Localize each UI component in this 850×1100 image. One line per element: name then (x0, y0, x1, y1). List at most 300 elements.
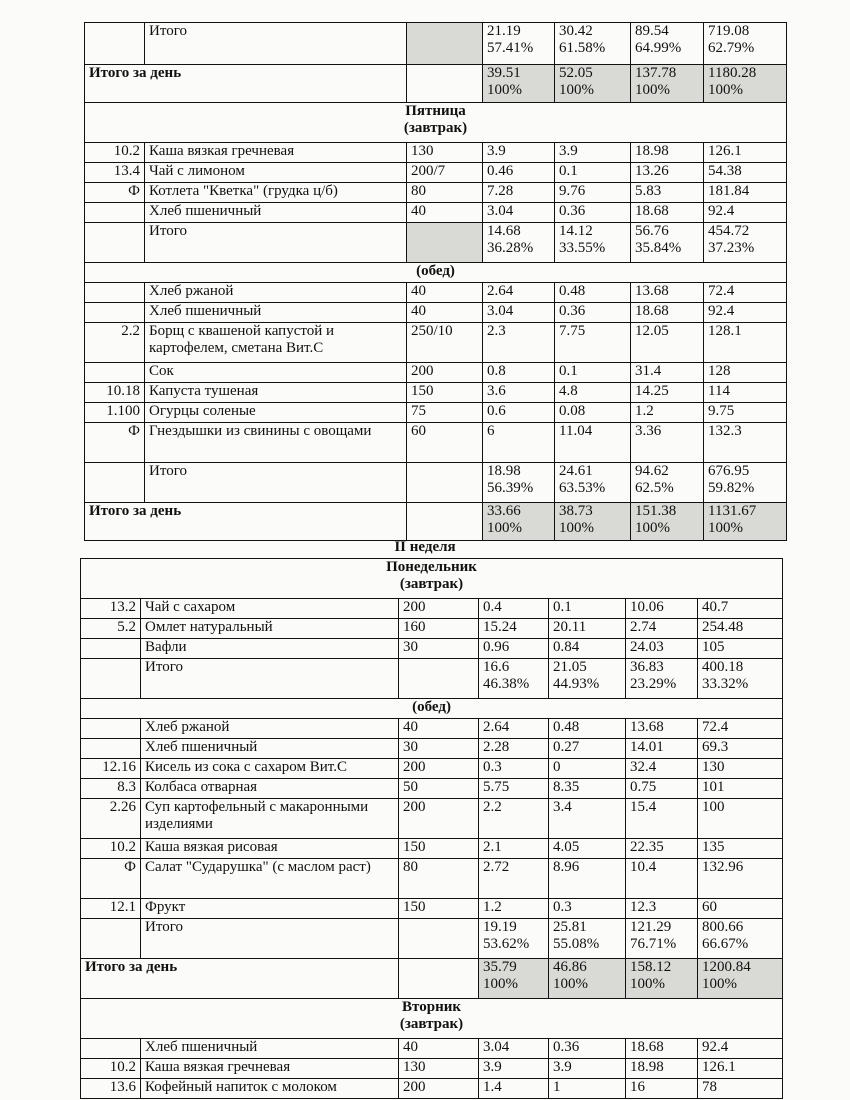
nutrient-cell (479, 839, 549, 859)
table-row (81, 779, 783, 799)
dish-name: Кисель из сока с сахаром Вит.С (141, 759, 399, 779)
nutrient-cell (555, 463, 631, 503)
recipe-code (81, 739, 141, 759)
recipe-code: 13.2 (81, 599, 141, 619)
table-row (81, 1039, 783, 1059)
text-line: 46.86 (553, 959, 587, 975)
section-header (81, 999, 783, 1039)
nutrient-cell (626, 919, 698, 959)
table-row (85, 403, 787, 423)
recipe-code (85, 283, 145, 303)
recipe-code: 10.18 (85, 383, 145, 403)
text-line: 0.1 (559, 163, 578, 179)
nutrient-cell (483, 183, 555, 203)
text-line: 3.9 (487, 143, 506, 159)
text-line: 16.6 (483, 659, 510, 675)
nutrient-cell (698, 839, 783, 859)
table-row (81, 1079, 783, 1099)
text-line: 38.73 (559, 503, 593, 519)
text-line: Понедельник (386, 559, 477, 575)
nutrient-cell (549, 719, 626, 739)
text-line: 1 (553, 1079, 561, 1095)
table-row (81, 739, 783, 759)
weight-cell: 80 (407, 183, 483, 203)
nutrient-cell (704, 423, 787, 463)
text-line: 114 (708, 383, 730, 399)
section-header (85, 103, 787, 143)
nutrient-cell (555, 223, 631, 263)
text-line: 15.4 (630, 799, 657, 815)
text-line: 137.78 (635, 65, 677, 81)
text-line: 0.36 (553, 1039, 580, 1055)
weight-cell: 40 (407, 283, 483, 303)
table-row (85, 203, 787, 223)
section-header (81, 559, 783, 599)
nutrient-cell (626, 659, 698, 699)
text-line: 16 (630, 1079, 645, 1095)
text-line: 100% (708, 520, 743, 536)
weight-cell: 50 (399, 779, 479, 799)
text-line: 33.66 (487, 503, 521, 519)
text-line: 100% (635, 82, 670, 98)
recipe-code: 10.2 (81, 1059, 141, 1079)
text-line: 105 (702, 639, 725, 655)
table-row (81, 719, 783, 739)
day-total-label: Итого за день (85, 65, 407, 103)
text-line: 33.55% (559, 240, 606, 256)
text-line: 18.68 (635, 203, 669, 219)
text-line: 3.04 (483, 1039, 510, 1055)
table-row (85, 363, 787, 383)
week-title: II неделя (394, 539, 456, 555)
table-row (85, 503, 787, 541)
text-line: 128.1 (708, 323, 742, 339)
text-line: 20.11 (553, 619, 587, 635)
nutrient-cell (555, 283, 631, 303)
text-line: 18.68 (630, 1039, 664, 1055)
dish-name: Суп картофельный с макаронными изделиями (141, 799, 399, 839)
text-line: 12.3 (630, 899, 657, 915)
text-line: 2.2 (483, 799, 502, 815)
text-line: 128 (708, 363, 731, 379)
nutrient-cell (626, 599, 698, 619)
text-line: 3.9 (559, 143, 578, 159)
weight-cell (407, 65, 483, 103)
text-line: 3.9 (483, 1059, 502, 1075)
text-line: 181.84 (708, 183, 750, 199)
nutrient-cell (549, 1059, 626, 1079)
weight-cell: 40 (399, 719, 479, 739)
nutrient-cell (483, 503, 555, 541)
dish-name: Каша вязкая рисовая (141, 839, 399, 859)
table-row (81, 919, 783, 959)
text-line: 12.05 (635, 323, 669, 339)
table-row (85, 303, 787, 323)
text-line: 1131.67 (708, 503, 757, 519)
nutrient-cell (631, 223, 704, 263)
nutrient-cell (631, 163, 704, 183)
text-line: 23.29% (630, 676, 677, 692)
text-line: 7.28 (487, 183, 514, 199)
nutrient-cell (698, 779, 783, 799)
text-line: 14.12 (559, 223, 593, 239)
text-line: 30.42 (559, 23, 593, 39)
text-line: 100% (559, 520, 594, 536)
nutrient-cell (479, 1079, 549, 1099)
nutrient-cell (704, 65, 787, 103)
weight-cell: 130 (407, 143, 483, 163)
nutrient-cell (626, 619, 698, 639)
text-line: 14.68 (487, 223, 521, 239)
recipe-code (85, 23, 145, 65)
nutrient-cell (704, 283, 787, 303)
nutrient-cell (479, 959, 549, 999)
text-line: 55.08% (553, 936, 600, 952)
text-line: 18.98 (630, 1059, 664, 1075)
text-line: 0.48 (553, 719, 580, 735)
nutrient-cell (631, 23, 704, 65)
nutrient-cell (698, 1079, 783, 1099)
text-line: 0.48 (559, 283, 586, 299)
text-line: 719.08 (708, 23, 750, 39)
text-line: 2.3 (487, 323, 506, 339)
nutrient-cell (483, 163, 555, 183)
menu-table-week1-friday (84, 22, 787, 541)
nutrient-cell (549, 619, 626, 639)
recipe-code: 8.3 (81, 779, 141, 799)
text-line: (обед) (412, 699, 451, 715)
weight-cell: 60 (407, 423, 483, 463)
nutrient-cell (631, 423, 704, 463)
text-line: 126.1 (708, 143, 742, 159)
nutrient-cell (549, 739, 626, 759)
nutrient-cell (479, 799, 549, 839)
dish-name: Итого (141, 659, 399, 699)
nutrient-cell (631, 65, 704, 103)
text-line: 46.38% (483, 676, 530, 692)
nutrient-cell (626, 959, 698, 999)
weight-cell: 130 (399, 1059, 479, 1079)
nutrient-cell (698, 859, 783, 899)
text-line: 1180.28 (708, 65, 757, 81)
nutrient-cell (698, 719, 783, 739)
text-line: 2.64 (483, 719, 510, 735)
text-line: 1.4 (483, 1079, 502, 1095)
nutrient-cell (704, 463, 787, 503)
nutrient-cell (626, 1059, 698, 1079)
nutrient-cell (555, 23, 631, 65)
text-line: 69.3 (702, 739, 729, 755)
table-row (85, 423, 787, 463)
nutrient-cell (479, 1059, 549, 1079)
dish-name: Хлеб ржаной (141, 719, 399, 739)
dish-name: Хлеб пшеничный (141, 739, 399, 759)
weight-cell: 75 (407, 403, 483, 423)
nutrient-cell (483, 203, 555, 223)
table-row (81, 759, 783, 779)
nutrient-cell (479, 779, 549, 799)
recipe-code (85, 363, 145, 383)
dish-name: Огурцы соленые (145, 403, 407, 423)
weight-cell (407, 223, 483, 263)
text-line: 0.27 (553, 739, 580, 755)
text-line: (завтрак) (399, 1016, 464, 1032)
nutrient-cell (555, 363, 631, 383)
nutrient-cell (479, 859, 549, 899)
text-line: 0.36 (559, 203, 586, 219)
table-row (85, 263, 787, 283)
text-line: 35.84% (635, 240, 682, 256)
nutrient-cell (479, 919, 549, 959)
nutrient-cell (626, 719, 698, 739)
table-row (85, 183, 787, 203)
text-line: 101 (702, 779, 725, 795)
day-total-label: Итого за день (81, 959, 399, 999)
text-line: 53.62% (483, 936, 530, 952)
dish-name: Салат "Сударушка" (с маслом раст) (141, 859, 399, 899)
section-header (85, 263, 787, 283)
weight-cell: 30 (399, 739, 479, 759)
recipe-code (85, 463, 145, 503)
nutrient-cell (698, 959, 783, 999)
text-line: 14.01 (630, 739, 664, 755)
text-line: 40.7 (702, 599, 729, 615)
nutrient-cell (555, 163, 631, 183)
nutrient-cell (698, 759, 783, 779)
weight-cell: 150 (407, 383, 483, 403)
dish-name: Итого (145, 23, 407, 65)
text-line: 0.46 (487, 163, 514, 179)
text-line: 9.76 (559, 183, 586, 199)
nutrient-cell (626, 779, 698, 799)
table-row (85, 163, 787, 183)
table-row (81, 699, 783, 719)
nutrient-cell (479, 719, 549, 739)
nutrient-cell (626, 799, 698, 839)
table-row (81, 559, 783, 599)
text-line: 21.05 (553, 659, 587, 675)
text-line: 13.68 (630, 719, 664, 735)
text-line: 36.83 (630, 659, 664, 675)
text-line: 13.26 (635, 163, 669, 179)
text-line: 76.71% (630, 936, 677, 952)
text-line: 63.53% (559, 480, 606, 496)
text-line: 3.04 (487, 203, 514, 219)
text-line: 35.79 (483, 959, 517, 975)
text-line: 25.81 (553, 919, 587, 935)
text-line: 22.35 (630, 839, 664, 855)
nutrient-cell (626, 639, 698, 659)
nutrient-cell (631, 403, 704, 423)
nutrient-cell (555, 383, 631, 403)
dish-name: Сок (145, 363, 407, 383)
text-line: 3.36 (635, 423, 662, 439)
weight-cell: 40 (407, 203, 483, 223)
nutrient-cell (483, 323, 555, 363)
dish-name: Чай с лимоном (145, 163, 407, 183)
text-line: 10.4 (630, 859, 657, 875)
nutrient-cell (698, 799, 783, 839)
recipe-code (85, 203, 145, 223)
text-line: 9.75 (708, 403, 735, 419)
nutrient-cell (555, 183, 631, 203)
text-line: 4.8 (559, 383, 578, 399)
dish-name: Омлет натуральный (141, 619, 399, 639)
nutrient-cell (698, 919, 783, 959)
text-line: 0.36 (559, 303, 586, 319)
text-line: 61.58% (559, 40, 606, 56)
text-line: 0.1 (553, 599, 572, 615)
text-line: Пятница (405, 103, 466, 119)
recipe-code: 5.2 (81, 619, 141, 639)
nutrient-cell (698, 739, 783, 759)
day-total-label: Итого за день (85, 503, 407, 541)
nutrient-cell (555, 403, 631, 423)
text-line: 89.54 (635, 23, 669, 39)
text-line: 24.03 (630, 639, 664, 655)
text-line: 3.04 (487, 303, 514, 319)
table-row (85, 143, 787, 163)
text-line: Вторник (402, 999, 461, 1015)
text-line: 676.95 (708, 463, 750, 479)
dish-name: Кофейный напиток с молоком (141, 1079, 399, 1099)
dish-name: Капуста тушеная (145, 383, 407, 403)
text-line: 2.72 (483, 859, 510, 875)
recipe-code: 2.2 (85, 323, 145, 363)
text-line: 64.99% (635, 40, 682, 56)
text-line: 54.38 (708, 163, 742, 179)
nutrient-cell (698, 599, 783, 619)
nutrient-cell (555, 503, 631, 541)
table-row (81, 799, 783, 839)
text-line: 1.2 (483, 899, 502, 915)
nutrient-cell (555, 323, 631, 363)
nutrient-cell (631, 383, 704, 403)
text-line: 254.48 (702, 619, 744, 635)
table-row (81, 899, 783, 919)
nutrient-cell (704, 503, 787, 541)
nutrient-cell (549, 1079, 626, 1099)
text-line: 8.35 (553, 779, 580, 795)
nutrient-cell (483, 303, 555, 323)
text-line: 1200.84 (702, 959, 751, 975)
nutrient-cell (479, 619, 549, 639)
recipe-code (85, 303, 145, 323)
dish-name: Хлеб пшеничный (145, 203, 407, 223)
text-line: 800.66 (702, 919, 744, 935)
nutrient-cell (626, 859, 698, 899)
nutrient-cell (483, 223, 555, 263)
nutrient-cell (555, 65, 631, 103)
text-line: 92.4 (708, 303, 735, 319)
weight-cell: 200 (399, 1079, 479, 1099)
text-line: 8.96 (553, 859, 580, 875)
nutrient-cell (549, 859, 626, 899)
text-line: 0.8 (487, 363, 506, 379)
text-line: 400.18 (702, 659, 744, 675)
table-row (85, 103, 787, 143)
dish-name: Фрукт (141, 899, 399, 919)
recipe-code: 1.100 (85, 403, 145, 423)
nutrient-cell (704, 303, 787, 323)
text-line: 13.68 (635, 283, 669, 299)
text-line: 33.32% (702, 676, 749, 692)
menu-table-week2 (80, 558, 783, 1099)
nutrient-cell (549, 839, 626, 859)
nutrient-cell (479, 739, 549, 759)
dish-name: Итого (141, 919, 399, 959)
nutrient-cell (698, 639, 783, 659)
text-line: 100% (635, 520, 670, 536)
text-line: 72.4 (702, 719, 729, 735)
dish-name: Хлеб ржаной (145, 283, 407, 303)
text-line: 56.76 (635, 223, 669, 239)
nutrient-cell (626, 1039, 698, 1059)
dish-name: Борщ с квашеной капустой и картофелем, сметана Вит.С (145, 323, 407, 363)
dish-name: Колбаса отварная (141, 779, 399, 799)
text-line: 0.75 (630, 779, 657, 795)
text-line: 3.9 (553, 1059, 572, 1075)
nutrient-cell (483, 463, 555, 503)
section-header (81, 699, 783, 719)
nutrient-cell (549, 1039, 626, 1059)
recipe-code (81, 1039, 141, 1059)
text-line: 0.1 (559, 363, 578, 379)
nutrient-cell (549, 639, 626, 659)
nutrient-cell (549, 599, 626, 619)
nutrient-cell (631, 203, 704, 223)
text-line: 0.3 (553, 899, 572, 915)
text-line: 454.72 (708, 223, 750, 239)
text-line: 1.2 (635, 403, 654, 419)
recipe-code: 13.4 (85, 163, 145, 183)
nutrient-cell (704, 383, 787, 403)
nutrient-cell (704, 163, 787, 183)
weight-cell: 200 (407, 363, 483, 383)
nutrient-cell (631, 283, 704, 303)
text-line: 2.64 (487, 283, 514, 299)
nutrient-cell (483, 363, 555, 383)
table-row (81, 859, 783, 899)
text-line: 0.84 (553, 639, 580, 655)
text-line: (завтрак) (399, 576, 464, 592)
text-line: 135 (702, 839, 725, 855)
nutrient-cell (549, 919, 626, 959)
table-row (81, 619, 783, 639)
nutrient-cell (704, 223, 787, 263)
recipe-code: 13.6 (81, 1079, 141, 1099)
nutrient-cell (555, 423, 631, 463)
text-line: 21.19 (487, 23, 521, 39)
nutrient-cell (626, 839, 698, 859)
text-line: 19.19 (483, 919, 517, 935)
weight-cell: 150 (399, 839, 479, 859)
nutrient-cell (631, 183, 704, 203)
text-line: 0.08 (559, 403, 586, 419)
nutrient-cell (626, 1079, 698, 1099)
weight-cell (399, 959, 479, 999)
text-line: 18.68 (635, 303, 669, 319)
table-row (85, 65, 787, 103)
weight-cell: 80 (399, 859, 479, 899)
nutrient-cell (631, 363, 704, 383)
text-line: 158.12 (630, 959, 672, 975)
text-line: 5.83 (635, 183, 662, 199)
text-line: 132.96 (702, 859, 744, 875)
nutrient-cell (483, 423, 555, 463)
weight-cell: 200 (399, 759, 479, 779)
weight-cell: 30 (399, 639, 479, 659)
